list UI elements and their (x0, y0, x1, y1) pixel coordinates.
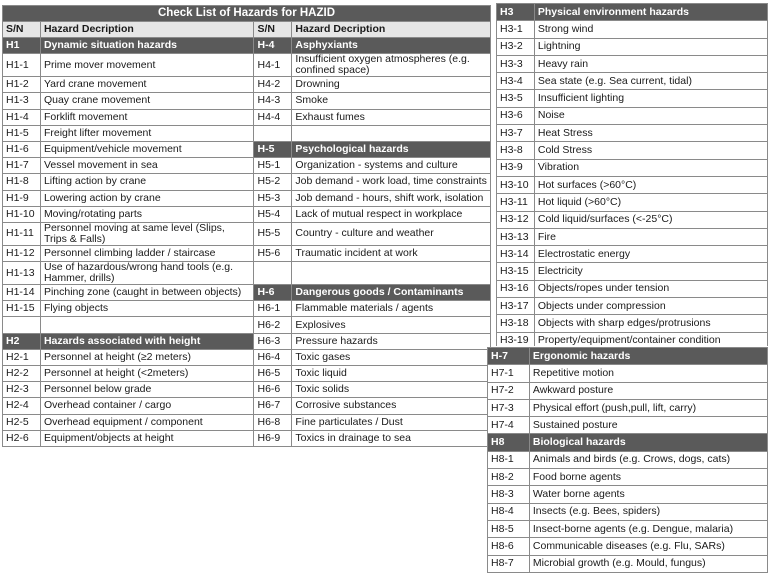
table-cell: H7-4 (488, 417, 530, 434)
table-row (3, 245, 491, 261)
table-cell: H2-3 (3, 382, 41, 398)
table-cell: Water borne agents (529, 486, 767, 503)
table-row (488, 538, 768, 555)
table-cell: Cold Stress (534, 142, 767, 159)
table-row (3, 206, 491, 222)
table-cell: H6-4 (254, 349, 292, 365)
hazard-table-ergonomic-biological (487, 347, 768, 573)
table-cell: Personnel below grade (40, 382, 254, 398)
table-cell: H3-11 (497, 194, 535, 211)
ergonomic-biological-sheet (487, 347, 768, 573)
section-header-cell: Physical environment hazards (534, 4, 767, 21)
table-cell: H6-9 (254, 430, 292, 446)
table-cell: H1-3 (3, 93, 41, 109)
table-row (488, 486, 768, 503)
table-cell: Flammable materials / agents (292, 301, 491, 317)
table-cell: H3-9 (497, 159, 535, 176)
table-row (497, 211, 768, 228)
table-cell: H1-14 (3, 285, 41, 301)
table-row (488, 520, 768, 537)
table-cell: H3-2 (497, 38, 535, 55)
table-cell: Property/equipment/container condition (534, 332, 767, 346)
table-cell: Corrosive substances (292, 398, 491, 414)
table-row (3, 54, 491, 77)
table-cell: Strong wind (534, 21, 767, 38)
table-cell: Insect-borne agents (e.g. Dengue, malaria) (529, 520, 767, 537)
table-cell: H2-4 (3, 398, 41, 414)
table-cell: H5-4 (254, 206, 292, 222)
table-row (497, 38, 768, 55)
table-cell: Job demand - hours, shift work, isolation (292, 190, 491, 206)
column-header-description: Hazard Decription (292, 22, 491, 38)
section-header-cell: Asphyxiants (292, 38, 491, 54)
table-cell: Food borne agents (529, 469, 767, 486)
table-cell: H2-1 (3, 349, 41, 365)
table-cell: H8-4 (488, 503, 530, 520)
table-cell: Moving/rotating parts (40, 206, 254, 222)
table-cell: Toxic solids (292, 382, 491, 398)
table-row (3, 382, 491, 398)
section-header-cell: H8 (488, 434, 530, 451)
table-cell: H8-2 (488, 469, 530, 486)
table-cell: Toxic gases (292, 349, 491, 365)
table-cell: Heavy rain (534, 55, 767, 72)
table-cell: H5-6 (254, 245, 292, 261)
sheet-title: Check List of Hazards for HAZID (3, 6, 491, 22)
table-cell: H5-1 (254, 158, 292, 174)
table-cell (292, 125, 491, 141)
table-row (3, 301, 491, 317)
table-cell: H4-1 (254, 54, 292, 77)
table-cell: H3-7 (497, 125, 535, 142)
table-cell: Insects (e.g. Bees, spiders) (529, 503, 767, 520)
table-row (497, 246, 768, 263)
table-cell: Drowning (292, 77, 491, 93)
table-row (488, 503, 768, 520)
table-cell: Insufficient lighting (534, 90, 767, 107)
section-header-cell: Biological hazards (529, 434, 767, 451)
table-cell: Sustained posture (529, 417, 767, 434)
table-cell: H7-1 (488, 365, 530, 382)
table-cell: Overhead equipment / component (40, 414, 254, 430)
table-cell: Use of hazardous/wrong hand tools (e.g. Hammer, drills) (40, 262, 254, 285)
table-row (3, 366, 491, 382)
table-row (3, 77, 491, 93)
table-cell: H3-8 (497, 142, 535, 159)
table-cell: H3-18 (497, 315, 535, 332)
table-cell: Animals and birds (e.g. Crows, dogs, cats) (529, 451, 767, 468)
section-header-cell: Ergonomic hazards (529, 348, 767, 365)
table-cell: H2-2 (3, 366, 41, 382)
table-cell: Lack of mutual respect in workplace (292, 206, 491, 222)
table-cell: H1-2 (3, 77, 41, 93)
table-row (497, 280, 768, 297)
table-cell: H1-15 (3, 301, 41, 317)
table-cell: Prime mover movement (40, 54, 254, 77)
table-row (497, 332, 768, 346)
column-header-sn: S/N (254, 22, 292, 38)
table-cell: H3-14 (497, 246, 535, 263)
table-row (3, 262, 491, 285)
table-row (488, 469, 768, 486)
table-cell: H4-3 (254, 93, 292, 109)
table-cell: Personnel at height (≥2 meters) (40, 349, 254, 365)
table-cell: Lightning (534, 38, 767, 55)
table-row (497, 142, 768, 159)
table-cell: H2-5 (3, 414, 41, 430)
table-cell: Vibration (534, 159, 767, 176)
table-row (488, 399, 768, 416)
table-cell: H8-5 (488, 520, 530, 537)
table-row (3, 158, 491, 174)
table-cell: H4-2 (254, 77, 292, 93)
table-cell: H5-3 (254, 190, 292, 206)
table-cell: H8-1 (488, 451, 530, 468)
table-cell: Sea state (e.g. Sea current, tidal) (534, 73, 767, 90)
table-cell: Organization - systems and culture (292, 158, 491, 174)
table-cell (3, 317, 41, 333)
table-row (3, 285, 491, 301)
table-cell: Heat Stress (534, 125, 767, 142)
hazard-table-main (2, 5, 491, 447)
table-cell: Equipment/objects at height (40, 430, 254, 446)
table-cell: H6-8 (254, 414, 292, 430)
section-header-cell: Dangerous goods / Contaminants (292, 285, 491, 301)
table-cell: Awkward posture (529, 382, 767, 399)
table-cell (40, 317, 254, 333)
table-row (497, 263, 768, 280)
table-row (497, 55, 768, 72)
section-header-cell: Psychological hazards (292, 141, 491, 157)
table-cell: Microbial growth (e.g. Mould, fungus) (529, 555, 767, 572)
table-cell: Objects/ropes under tension (534, 280, 767, 297)
table-cell: Job demand - work load, time constraints (292, 174, 491, 190)
table-cell: H1-8 (3, 174, 41, 190)
table-cell: Personnel moving at same level (Slips, Trips & Falls) (40, 222, 254, 245)
table-cell: H5-5 (254, 222, 292, 245)
table-cell: H3-3 (497, 55, 535, 72)
table-row (3, 174, 491, 190)
table-cell (254, 262, 292, 285)
table-cell: H1-13 (3, 262, 41, 285)
table-cell: H3-12 (497, 211, 535, 228)
table-cell: H1-5 (3, 125, 41, 141)
table-cell: H7-3 (488, 399, 530, 416)
table-row (497, 125, 768, 142)
table-row (3, 317, 491, 333)
table-row (497, 298, 768, 315)
table-row (497, 21, 768, 38)
section-header-row (488, 434, 768, 451)
table-row (3, 125, 491, 141)
table-row (497, 90, 768, 107)
table-cell: Pressure hazards (292, 333, 491, 349)
table-row (3, 222, 491, 245)
section-header-row (488, 348, 768, 365)
table-cell: Forklift movement (40, 109, 254, 125)
table-cell: Personnel at height (<2meters) (40, 366, 254, 382)
table-cell: H3-6 (497, 107, 535, 124)
section-header-cell: H3 (497, 4, 535, 21)
table-cell: H1-9 (3, 190, 41, 206)
table-cell: H3-4 (497, 73, 535, 90)
table-cell: H4-4 (254, 109, 292, 125)
table-cell: Equipment/vehicle movement (40, 141, 254, 157)
table-cell: Hot liquid (>60°C) (534, 194, 767, 211)
table-cell: Objects with sharp edges/protrusions (534, 315, 767, 332)
table-cell (292, 262, 491, 285)
section-header-row (497, 4, 768, 21)
physical-environment-sheet (496, 3, 768, 346)
table-cell: Fine particulates / Dust (292, 414, 491, 430)
table-cell: Fire (534, 228, 767, 245)
table-cell: H3-5 (497, 90, 535, 107)
table-row (497, 107, 768, 124)
table-cell: H5-2 (254, 174, 292, 190)
hazard-table-physical-environment (496, 3, 768, 346)
table-cell: Electrostatic energy (534, 246, 767, 263)
table-row (497, 73, 768, 90)
table-row (488, 417, 768, 434)
table-cell: H3-10 (497, 176, 535, 193)
table-cell: H8-7 (488, 555, 530, 572)
table-cell: Freight lifter movement (40, 125, 254, 141)
table-cell: H1-1 (3, 54, 41, 77)
table-row (3, 93, 491, 109)
column-header-sn: S/N (3, 22, 41, 38)
table-row (3, 109, 491, 125)
table-cell: H2-6 (3, 430, 41, 446)
table-cell: H6-2 (254, 317, 292, 333)
section-header-cell: Dynamic situation hazards (40, 38, 254, 54)
table-cell: Insufficient oxygen atmospheres (e.g. confined space) (292, 54, 491, 77)
table-cell: H6-7 (254, 398, 292, 414)
table-cell: H3-13 (497, 228, 535, 245)
table-cell: Toxic liquid (292, 366, 491, 382)
table-row (3, 333, 491, 349)
section-header-cell: H1 (3, 38, 41, 54)
table-cell: Cold liquid/surfaces (<-25°C) (534, 211, 767, 228)
table-cell: H8-3 (488, 486, 530, 503)
table-cell: Smoke (292, 93, 491, 109)
table-row (3, 190, 491, 206)
table-cell: Explosives (292, 317, 491, 333)
section-header-cell: H-4 (254, 38, 292, 54)
table-row (488, 451, 768, 468)
hazid-checklist-main-sheet (2, 5, 491, 447)
table-cell: H8-6 (488, 538, 530, 555)
section-header-cell: H-5 (254, 141, 292, 157)
table-cell: Physical effort (push,pull, lift, carry) (529, 399, 767, 416)
table-cell: Hot surfaces (>60°C) (534, 176, 767, 193)
table-cell: H6-3 (254, 333, 292, 349)
table-cell: Yard crane movement (40, 77, 254, 93)
table-cell: H3-15 (497, 263, 535, 280)
table-cell: Electricity (534, 263, 767, 280)
table-cell: Quay crane movement (40, 93, 254, 109)
table-row (497, 159, 768, 176)
table-row (3, 38, 491, 54)
table-row (497, 176, 768, 193)
table-row (3, 414, 491, 430)
table-cell: Personnel climbing ladder / staircase (40, 245, 254, 261)
table-cell: H7-2 (488, 382, 530, 399)
table-cell: Flying objects (40, 301, 254, 317)
table-cell: H1-12 (3, 245, 41, 261)
table-cell: Exhaust fumes (292, 109, 491, 125)
table-cell: Pinching zone (caught in between objects) (40, 285, 254, 301)
table-cell: Communicable diseases (e.g. Flu, SARs) (529, 538, 767, 555)
table-cell: H6-1 (254, 301, 292, 317)
table-cell: H1-4 (3, 109, 41, 125)
table-cell: H1-10 (3, 206, 41, 222)
table-cell: Noise (534, 107, 767, 124)
table-row (488, 382, 768, 399)
table-row (3, 141, 491, 157)
table-cell: H6-5 (254, 366, 292, 382)
column-header-description: Hazard Decription (40, 22, 254, 38)
table-cell: H1-11 (3, 222, 41, 245)
table-cell: Lifting action by crane (40, 174, 254, 190)
table-row (488, 365, 768, 382)
table-row (497, 228, 768, 245)
table-cell: Overhead container / cargo (40, 398, 254, 414)
table-cell: Objects under compression (534, 298, 767, 315)
table-row (497, 194, 768, 211)
table-row (3, 349, 491, 365)
table-cell (254, 125, 292, 141)
table-cell: H3-19 (497, 332, 535, 346)
table-cell: Lowering action by crane (40, 190, 254, 206)
table-row (3, 398, 491, 414)
table-cell: Repetitive motion (529, 365, 767, 382)
table-cell: H3-17 (497, 298, 535, 315)
table-cell: Vessel movement in sea (40, 158, 254, 174)
table-cell: H3-1 (497, 21, 535, 38)
table-cell: H1-7 (3, 158, 41, 174)
section-header-cell: H-7 (488, 348, 530, 365)
table-row (3, 430, 491, 446)
table-cell: Toxics in drainage to sea (292, 430, 491, 446)
table-cell: Traumatic incident at work (292, 245, 491, 261)
section-header-cell: Hazards associated with height (40, 333, 254, 349)
section-header-cell: H-6 (254, 285, 292, 301)
table-cell: H3-16 (497, 280, 535, 297)
table-row (488, 555, 768, 572)
section-header-cell: H2 (3, 333, 41, 349)
table-cell: H6-6 (254, 382, 292, 398)
table-cell: Country - culture and weather (292, 222, 491, 245)
table-cell: H1-6 (3, 141, 41, 157)
table-row (497, 315, 768, 332)
